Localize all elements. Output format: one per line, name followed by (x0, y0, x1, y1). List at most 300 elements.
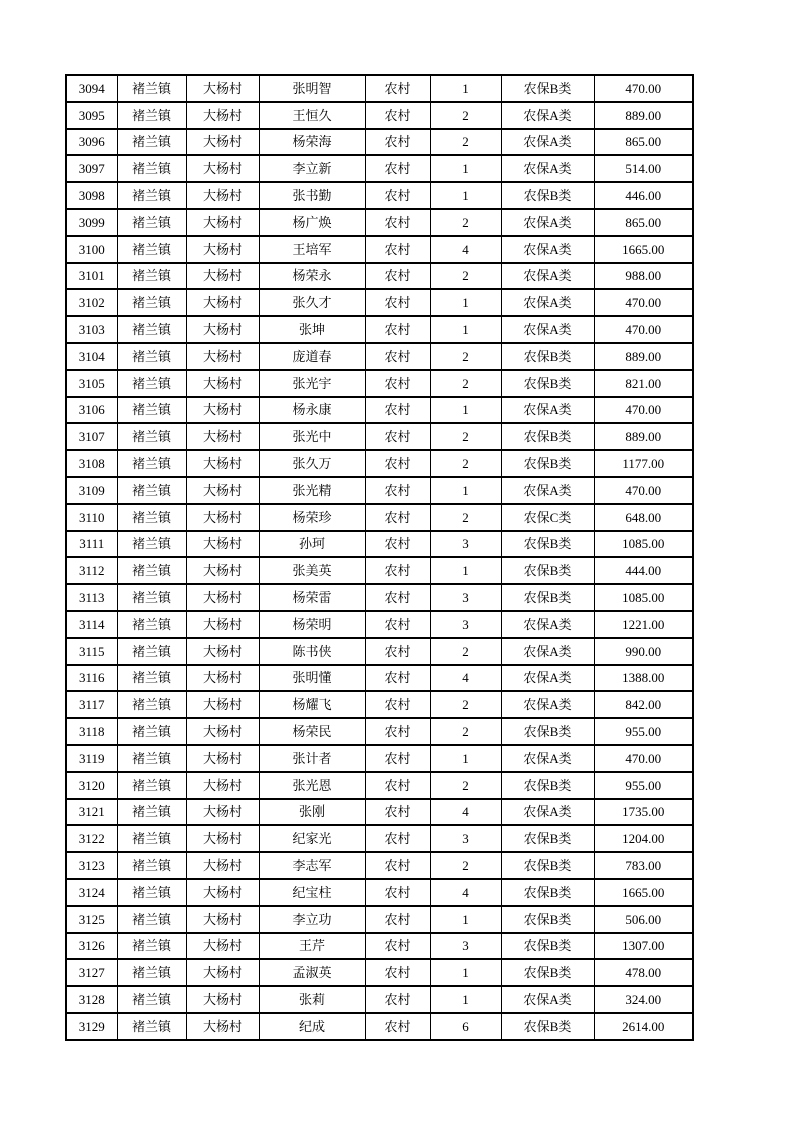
cell-name: 李志军 (259, 852, 365, 879)
cell-person-count: 2 (430, 209, 501, 236)
cell-residence-type: 农村 (365, 504, 430, 531)
cell-village: 大杨村 (186, 75, 259, 102)
cell-residence-type: 农村 (365, 289, 430, 316)
cell-row-number: 3096 (66, 129, 117, 156)
cell-village: 大杨村 (186, 155, 259, 182)
cell-amount: 446.00 (594, 182, 693, 209)
table-row (66, 611, 693, 638)
cell-residence-type: 农村 (365, 182, 430, 209)
cell-town: 褚兰镇 (117, 289, 186, 316)
table-row (66, 102, 693, 129)
cell-village: 大杨村 (186, 182, 259, 209)
cell-insurance-category: 农保A类 (501, 986, 594, 1013)
cell-row-number: 3112 (66, 557, 117, 584)
cell-name: 张刚 (259, 799, 365, 826)
cell-person-count: 2 (430, 102, 501, 129)
cell-insurance-category: 农保A类 (501, 155, 594, 182)
cell-amount: 821.00 (594, 370, 693, 397)
cell-row-number: 3098 (66, 182, 117, 209)
cell-name: 杨荣明 (259, 611, 365, 638)
cell-town: 褚兰镇 (117, 933, 186, 960)
cell-person-count: 1 (430, 289, 501, 316)
cell-name: 张光恩 (259, 772, 365, 799)
cell-person-count: 2 (430, 638, 501, 665)
cell-residence-type: 农村 (365, 316, 430, 343)
cell-amount: 648.00 (594, 504, 693, 531)
cell-person-count: 2 (430, 343, 501, 370)
cell-town: 褚兰镇 (117, 745, 186, 772)
cell-village: 大杨村 (186, 772, 259, 799)
cell-name: 杨广焕 (259, 209, 365, 236)
table-row (66, 799, 693, 826)
table-row (66, 423, 693, 450)
cell-insurance-category: 农保A类 (501, 745, 594, 772)
cell-insurance-category: 农保B类 (501, 825, 594, 852)
cell-residence-type: 农村 (365, 531, 430, 558)
cell-row-number: 3125 (66, 906, 117, 933)
cell-village: 大杨村 (186, 397, 259, 424)
cell-village: 大杨村 (186, 879, 259, 906)
cell-village: 大杨村 (186, 665, 259, 692)
cell-town: 褚兰镇 (117, 450, 186, 477)
cell-amount: 1388.00 (594, 665, 693, 692)
cell-name: 杨荣雷 (259, 584, 365, 611)
cell-amount: 1307.00 (594, 933, 693, 960)
cell-insurance-category: 农保B类 (501, 959, 594, 986)
cell-person-count: 1 (430, 959, 501, 986)
table-row (66, 1013, 693, 1040)
cell-town: 褚兰镇 (117, 825, 186, 852)
cell-residence-type: 农村 (365, 879, 430, 906)
cell-village: 大杨村 (186, 825, 259, 852)
cell-village: 大杨村 (186, 423, 259, 450)
cell-name: 张光中 (259, 423, 365, 450)
cell-amount: 955.00 (594, 718, 693, 745)
cell-person-count: 2 (430, 504, 501, 531)
table-row (66, 182, 693, 209)
cell-name: 孙珂 (259, 531, 365, 558)
cell-amount: 2614.00 (594, 1013, 693, 1040)
cell-row-number: 3110 (66, 504, 117, 531)
cell-village: 大杨村 (186, 557, 259, 584)
cell-insurance-category: 农保C类 (501, 504, 594, 531)
cell-person-count: 1 (430, 397, 501, 424)
cell-village: 大杨村 (186, 959, 259, 986)
cell-name: 张明懂 (259, 665, 365, 692)
cell-residence-type: 农村 (365, 102, 430, 129)
cell-amount: 514.00 (594, 155, 693, 182)
cell-residence-type: 农村 (365, 933, 430, 960)
cell-residence-type: 农村 (365, 397, 430, 424)
cell-insurance-category: 农保A类 (501, 665, 594, 692)
table-row (66, 557, 693, 584)
cell-village: 大杨村 (186, 236, 259, 263)
cell-village: 大杨村 (186, 638, 259, 665)
cell-name: 杨荣海 (259, 129, 365, 156)
cell-residence-type: 农村 (365, 263, 430, 290)
cell-residence-type: 农村 (365, 450, 430, 477)
cell-village: 大杨村 (186, 531, 259, 558)
cell-insurance-category: 农保B类 (501, 879, 594, 906)
cell-amount: 470.00 (594, 289, 693, 316)
cell-row-number: 3120 (66, 772, 117, 799)
cell-village: 大杨村 (186, 799, 259, 826)
cell-row-number: 3108 (66, 450, 117, 477)
cell-insurance-category: 农保A类 (501, 638, 594, 665)
cell-insurance-category: 农保A类 (501, 236, 594, 263)
table-row (66, 209, 693, 236)
table-row (66, 718, 693, 745)
cell-amount: 865.00 (594, 209, 693, 236)
cell-insurance-category: 农保B类 (501, 1013, 594, 1040)
cell-row-number: 3109 (66, 477, 117, 504)
cell-person-count: 1 (430, 557, 501, 584)
cell-person-count: 1 (430, 477, 501, 504)
cell-village: 大杨村 (186, 584, 259, 611)
cell-row-number: 3099 (66, 209, 117, 236)
cell-insurance-category: 农保A类 (501, 209, 594, 236)
cell-person-count: 1 (430, 155, 501, 182)
cell-amount: 470.00 (594, 477, 693, 504)
table-row (66, 879, 693, 906)
cell-amount: 783.00 (594, 852, 693, 879)
table-row (66, 289, 693, 316)
cell-town: 褚兰镇 (117, 799, 186, 826)
table-row (66, 316, 693, 343)
cell-row-number: 3106 (66, 397, 117, 424)
cell-residence-type: 农村 (365, 155, 430, 182)
cell-person-count: 2 (430, 772, 501, 799)
cell-row-number: 3128 (66, 986, 117, 1013)
cell-village: 大杨村 (186, 289, 259, 316)
cell-row-number: 3118 (66, 718, 117, 745)
cell-village: 大杨村 (186, 906, 259, 933)
cell-name: 张莉 (259, 986, 365, 1013)
cell-person-count: 6 (430, 1013, 501, 1040)
cell-village: 大杨村 (186, 745, 259, 772)
cell-residence-type: 农村 (365, 718, 430, 745)
cell-insurance-category: 农保B类 (501, 852, 594, 879)
cell-row-number: 3113 (66, 584, 117, 611)
cell-town: 褚兰镇 (117, 986, 186, 1013)
cell-person-count: 1 (430, 986, 501, 1013)
cell-village: 大杨村 (186, 343, 259, 370)
cell-town: 褚兰镇 (117, 772, 186, 799)
cell-amount: 1204.00 (594, 825, 693, 852)
cell-insurance-category: 农保B类 (501, 343, 594, 370)
cell-person-count: 1 (430, 745, 501, 772)
cell-town: 褚兰镇 (117, 397, 186, 424)
cell-insurance-category: 农保B类 (501, 906, 594, 933)
cell-amount: 990.00 (594, 638, 693, 665)
cell-name: 张久万 (259, 450, 365, 477)
cell-town: 褚兰镇 (117, 155, 186, 182)
cell-town: 褚兰镇 (117, 209, 186, 236)
cell-amount: 865.00 (594, 129, 693, 156)
cell-amount: 889.00 (594, 423, 693, 450)
cell-amount: 1085.00 (594, 584, 693, 611)
table-row (66, 75, 693, 102)
cell-village: 大杨村 (186, 102, 259, 129)
cell-town: 褚兰镇 (117, 236, 186, 263)
cell-row-number: 3119 (66, 745, 117, 772)
cell-residence-type: 农村 (365, 745, 430, 772)
table-row (66, 691, 693, 718)
cell-person-count: 3 (430, 933, 501, 960)
cell-town: 褚兰镇 (117, 102, 186, 129)
cell-village: 大杨村 (186, 263, 259, 290)
cell-amount: 1085.00 (594, 531, 693, 558)
table-row (66, 450, 693, 477)
cell-person-count: 2 (430, 852, 501, 879)
cell-person-count: 3 (430, 611, 501, 638)
cell-person-count: 2 (430, 129, 501, 156)
cell-amount: 889.00 (594, 343, 693, 370)
cell-row-number: 3094 (66, 75, 117, 102)
cell-row-number: 3115 (66, 638, 117, 665)
cell-insurance-category: 农保A类 (501, 129, 594, 156)
cell-town: 褚兰镇 (117, 504, 186, 531)
cell-residence-type: 农村 (365, 370, 430, 397)
cell-name: 张计者 (259, 745, 365, 772)
cell-person-count: 2 (430, 691, 501, 718)
cell-row-number: 3124 (66, 879, 117, 906)
cell-name: 李立新 (259, 155, 365, 182)
cell-amount: 324.00 (594, 986, 693, 1013)
cell-town: 褚兰镇 (117, 665, 186, 692)
cell-insurance-category: 农保A类 (501, 611, 594, 638)
cell-amount: 1665.00 (594, 879, 693, 906)
cell-name: 张美英 (259, 557, 365, 584)
cell-residence-type: 农村 (365, 772, 430, 799)
cell-person-count: 2 (430, 718, 501, 745)
cell-row-number: 3104 (66, 343, 117, 370)
cell-row-number: 3101 (66, 263, 117, 290)
table-row (66, 745, 693, 772)
cell-village: 大杨村 (186, 1013, 259, 1040)
cell-insurance-category: 农保B类 (501, 772, 594, 799)
cell-amount: 444.00 (594, 557, 693, 584)
cell-residence-type: 农村 (365, 423, 430, 450)
benefits-table (65, 74, 694, 1041)
cell-town: 褚兰镇 (117, 531, 186, 558)
cell-insurance-category: 农保B类 (501, 557, 594, 584)
cell-town: 褚兰镇 (117, 1013, 186, 1040)
cell-name: 李立功 (259, 906, 365, 933)
cell-village: 大杨村 (186, 209, 259, 236)
cell-amount: 1221.00 (594, 611, 693, 638)
table-row (66, 370, 693, 397)
table-row (66, 129, 693, 156)
cell-town: 褚兰镇 (117, 316, 186, 343)
table-row (66, 906, 693, 933)
cell-insurance-category: 农保A类 (501, 691, 594, 718)
table-row (66, 638, 693, 665)
cell-insurance-category: 农保B类 (501, 450, 594, 477)
cell-insurance-category: 农保A类 (501, 263, 594, 290)
cell-town: 褚兰镇 (117, 182, 186, 209)
cell-residence-type: 农村 (365, 477, 430, 504)
cell-town: 褚兰镇 (117, 477, 186, 504)
cell-insurance-category: 农保B类 (501, 75, 594, 102)
cell-town: 褚兰镇 (117, 263, 186, 290)
table-row (66, 531, 693, 558)
cell-row-number: 3097 (66, 155, 117, 182)
cell-amount: 470.00 (594, 316, 693, 343)
cell-person-count: 1 (430, 906, 501, 933)
cell-row-number: 3121 (66, 799, 117, 826)
cell-town: 褚兰镇 (117, 584, 186, 611)
cell-insurance-category: 农保B类 (501, 718, 594, 745)
cell-residence-type: 农村 (365, 343, 430, 370)
table-row (66, 155, 693, 182)
cell-town: 褚兰镇 (117, 75, 186, 102)
cell-row-number: 3126 (66, 933, 117, 960)
cell-name: 张书勤 (259, 182, 365, 209)
table-row (66, 584, 693, 611)
cell-name: 张坤 (259, 316, 365, 343)
table-row (66, 504, 693, 531)
cell-row-number: 3095 (66, 102, 117, 129)
cell-name: 张久才 (259, 289, 365, 316)
cell-row-number: 3116 (66, 665, 117, 692)
cell-residence-type: 农村 (365, 236, 430, 263)
table-row (66, 397, 693, 424)
cell-insurance-category: 农保A类 (501, 799, 594, 826)
cell-insurance-category: 农保A类 (501, 397, 594, 424)
cell-person-count: 1 (430, 316, 501, 343)
cell-insurance-category: 农保B类 (501, 584, 594, 611)
cell-name: 庞道春 (259, 343, 365, 370)
cell-name: 孟淑英 (259, 959, 365, 986)
table-row (66, 825, 693, 852)
cell-insurance-category: 农保B类 (501, 423, 594, 450)
cell-town: 褚兰镇 (117, 423, 186, 450)
table-row (66, 665, 693, 692)
cell-village: 大杨村 (186, 477, 259, 504)
cell-residence-type: 农村 (365, 75, 430, 102)
cell-residence-type: 农村 (365, 852, 430, 879)
cell-residence-type: 农村 (365, 1013, 430, 1040)
cell-village: 大杨村 (186, 691, 259, 718)
cell-person-count: 4 (430, 879, 501, 906)
cell-person-count: 2 (430, 263, 501, 290)
cell-insurance-category: 农保A类 (501, 102, 594, 129)
cell-row-number: 3122 (66, 825, 117, 852)
cell-residence-type: 农村 (365, 129, 430, 156)
cell-village: 大杨村 (186, 504, 259, 531)
cell-person-count: 2 (430, 423, 501, 450)
cell-amount: 478.00 (594, 959, 693, 986)
cell-residence-type: 农村 (365, 691, 430, 718)
cell-person-count: 4 (430, 799, 501, 826)
cell-person-count: 1 (430, 75, 501, 102)
cell-town: 褚兰镇 (117, 906, 186, 933)
cell-insurance-category: 农保A类 (501, 289, 594, 316)
cell-row-number: 3107 (66, 423, 117, 450)
cell-name: 王恒久 (259, 102, 365, 129)
cell-town: 褚兰镇 (117, 370, 186, 397)
cell-row-number: 3100 (66, 236, 117, 263)
cell-name: 王芹 (259, 933, 365, 960)
cell-village: 大杨村 (186, 370, 259, 397)
cell-town: 褚兰镇 (117, 959, 186, 986)
cell-row-number: 3127 (66, 959, 117, 986)
cell-amount: 470.00 (594, 745, 693, 772)
cell-village: 大杨村 (186, 450, 259, 477)
cell-person-count: 3 (430, 584, 501, 611)
cell-village: 大杨村 (186, 316, 259, 343)
cell-name: 杨荣民 (259, 718, 365, 745)
cell-village: 大杨村 (186, 933, 259, 960)
cell-amount: 470.00 (594, 75, 693, 102)
cell-person-count: 1 (430, 182, 501, 209)
cell-residence-type: 农村 (365, 638, 430, 665)
cell-amount: 988.00 (594, 263, 693, 290)
cell-person-count: 2 (430, 450, 501, 477)
cell-name: 杨荣永 (259, 263, 365, 290)
cell-name: 杨耀飞 (259, 691, 365, 718)
cell-name: 杨永康 (259, 397, 365, 424)
cell-town: 褚兰镇 (117, 129, 186, 156)
table-row (66, 852, 693, 879)
table-row (66, 959, 693, 986)
table-body (66, 75, 693, 1040)
cell-amount: 1665.00 (594, 236, 693, 263)
cell-residence-type: 农村 (365, 906, 430, 933)
cell-amount: 1735.00 (594, 799, 693, 826)
cell-insurance-category: 农保B类 (501, 182, 594, 209)
cell-name: 张光精 (259, 477, 365, 504)
cell-town: 褚兰镇 (117, 638, 186, 665)
table-row (66, 477, 693, 504)
cell-name: 纪宝柱 (259, 879, 365, 906)
cell-name: 杨荣珍 (259, 504, 365, 531)
table-row (66, 343, 693, 370)
cell-name: 张明智 (259, 75, 365, 102)
cell-row-number: 3111 (66, 531, 117, 558)
table-row (66, 772, 693, 799)
cell-person-count: 2 (430, 370, 501, 397)
cell-residence-type: 农村 (365, 665, 430, 692)
cell-town: 褚兰镇 (117, 879, 186, 906)
table-row (66, 933, 693, 960)
cell-row-number: 3102 (66, 289, 117, 316)
cell-town: 褚兰镇 (117, 718, 186, 745)
cell-insurance-category: 农保B类 (501, 370, 594, 397)
cell-amount: 1177.00 (594, 450, 693, 477)
cell-village: 大杨村 (186, 129, 259, 156)
cell-person-count: 4 (430, 236, 501, 263)
cell-row-number: 3105 (66, 370, 117, 397)
cell-amount: 506.00 (594, 906, 693, 933)
cell-residence-type: 农村 (365, 584, 430, 611)
cell-residence-type: 农村 (365, 611, 430, 638)
cell-row-number: 3129 (66, 1013, 117, 1040)
cell-name: 王培军 (259, 236, 365, 263)
cell-amount: 470.00 (594, 397, 693, 424)
cell-village: 大杨村 (186, 718, 259, 745)
cell-town: 褚兰镇 (117, 343, 186, 370)
cell-residence-type: 农村 (365, 209, 430, 236)
cell-amount: 842.00 (594, 691, 693, 718)
cell-insurance-category: 农保B类 (501, 933, 594, 960)
cell-residence-type: 农村 (365, 799, 430, 826)
cell-town: 褚兰镇 (117, 852, 186, 879)
table-row (66, 236, 693, 263)
cell-village: 大杨村 (186, 611, 259, 638)
cell-village: 大杨村 (186, 986, 259, 1013)
